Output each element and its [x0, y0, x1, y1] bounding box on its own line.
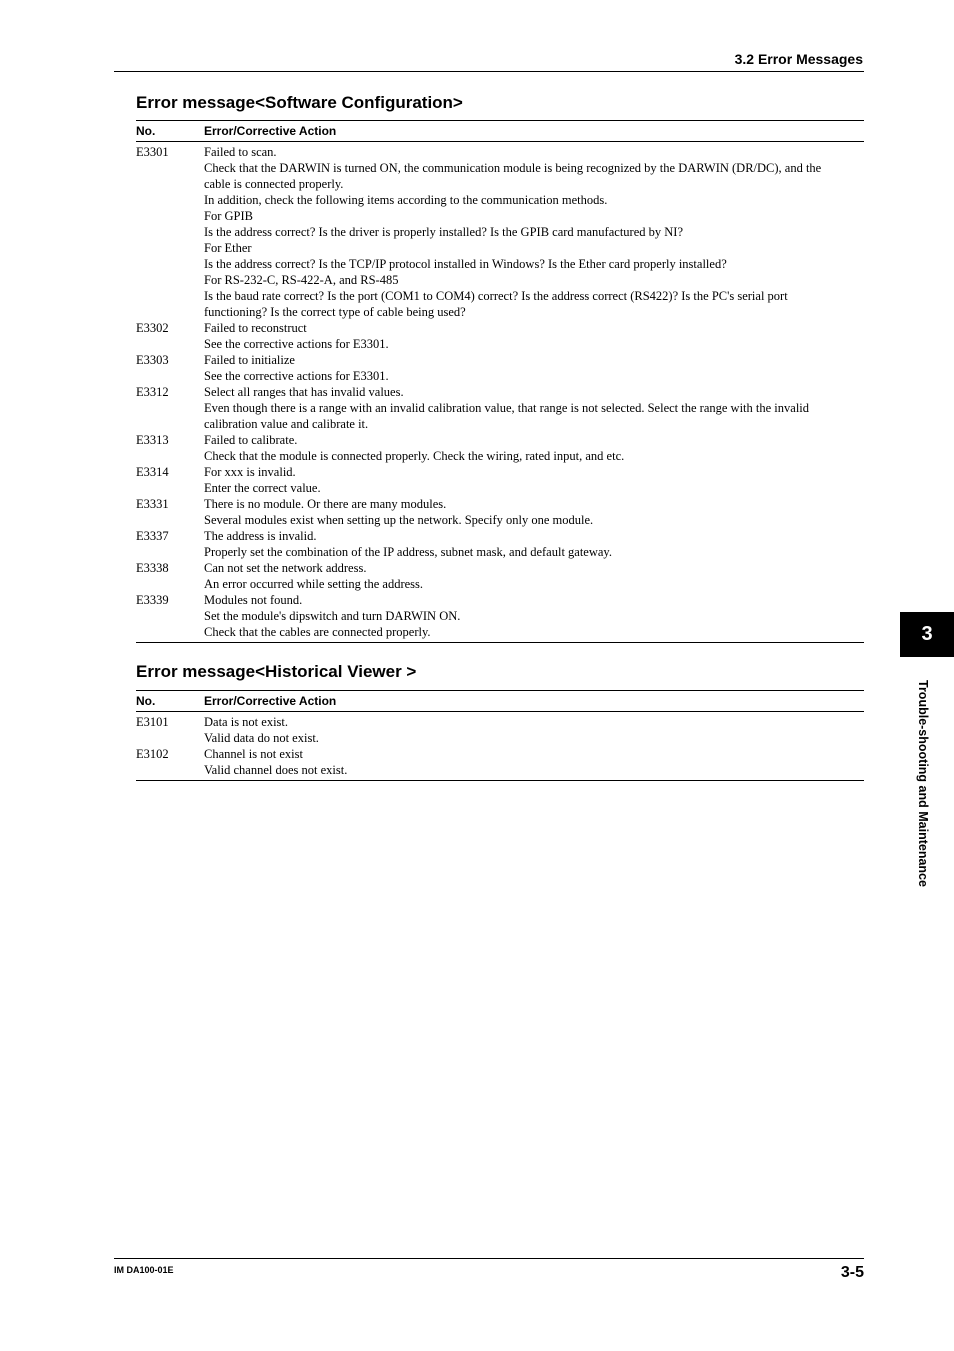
table-row — [136, 352, 864, 384]
chapter-side-label: Trouble-shooting and Maintenance — [916, 680, 930, 887]
corrective-action — [204, 144, 864, 320]
action-line: For xxx is invalid. — [204, 465, 296, 479]
action-line: Valid data do not exist. — [204, 731, 319, 745]
action-line: Check that the module is connected properly. Check the wiring, rated input, and etc. — [204, 449, 625, 463]
corrective-action — [204, 560, 864, 592]
header-rule — [114, 71, 864, 72]
table-header — [136, 690, 864, 712]
table-row — [136, 560, 864, 592]
table-row — [136, 496, 864, 528]
action-line: Failed to reconstruct — [204, 321, 307, 335]
column-header-action: Error/Corrective Action — [204, 124, 337, 138]
error-code: E3338 — [136, 561, 169, 575]
column-header-no: No. — [136, 694, 156, 708]
section-title-software-config: Error message<Software Configuration> — [136, 93, 463, 112]
action-line: See the corrective actions for E3301. — [204, 337, 389, 351]
document-id: IM DA100-01E — [114, 1265, 174, 1275]
error-code: E3312 — [136, 385, 169, 399]
section-title-historical-viewer: Error message<Historical Viewer > — [136, 662, 417, 681]
action-line: Is the address correct? Is the TCP/IP protocol installed in Windows? Is the Ether card properly installed? — [204, 257, 727, 271]
action-line: Channel is not exist — [204, 747, 303, 761]
action-line: The address is invalid. — [204, 529, 317, 543]
error-code: E3301 — [136, 145, 169, 159]
corrective-action — [204, 352, 864, 384]
footer-rule — [114, 1258, 864, 1259]
corrective-action — [204, 384, 864, 432]
error-code: E3303 — [136, 353, 169, 367]
action-line: Check that the DARWIN is turned ON, the communication module is being recognized by the DARWIN (DR/DC), and the — [204, 161, 822, 175]
error-code: E3331 — [136, 497, 169, 511]
action-line: For GPIB — [204, 209, 253, 223]
corrective-action — [204, 496, 864, 528]
error-code: E3302 — [136, 321, 169, 335]
action-line: Failed to initialize — [204, 353, 295, 367]
chapter-tab: 3 — [900, 612, 954, 657]
action-line: Data is not exist. — [204, 715, 289, 729]
running-header: 3.2 Error Messages — [734, 51, 863, 67]
action-line: For Ether — [204, 241, 252, 255]
table-body — [136, 712, 864, 781]
column-header-action: Error/Corrective Action — [204, 694, 337, 708]
error-code: E3102 — [136, 747, 169, 761]
corrective-action — [204, 714, 864, 746]
error-table-historical-viewer — [136, 690, 864, 781]
action-line: Failed to calibrate. — [204, 433, 298, 447]
corrective-action — [204, 746, 864, 778]
action-line: Check that the cables are connected properly. — [204, 625, 431, 639]
action-line: For RS-232-C, RS-422-A, and RS-485 — [204, 273, 399, 287]
corrective-action — [204, 592, 864, 640]
table-row — [136, 528, 864, 560]
table-row — [136, 320, 864, 352]
action-line: An error occurred while setting the address. — [204, 577, 424, 591]
action-line: cable is connected properly. — [204, 177, 344, 191]
corrective-action — [204, 320, 864, 352]
action-line: Even though there is a range with an invalid calibration value, that range is not selected. Select the range with the invalid — [204, 401, 810, 415]
table-row — [136, 746, 864, 778]
table-row — [136, 592, 864, 640]
action-line: Properly set the combination of the IP address, subnet mask, and default gateway. — [204, 545, 612, 559]
action-line: Select all ranges that has invalid values. — [204, 385, 404, 399]
action-line: Is the address correct? Is the driver is properly installed? Is the GPIB card manufactured by NI? — [204, 225, 683, 239]
error-code: E3337 — [136, 529, 169, 543]
action-line: calibration value and calibrate it. — [204, 417, 369, 431]
action-line: Modules not found. — [204, 593, 303, 607]
corrective-action — [204, 432, 864, 464]
action-line: Is the baud rate correct? Is the port (COM1 to COM4) correct? Is the address correct (RS422)? Is the PC's serial port — [204, 289, 788, 303]
action-line: Failed to scan. — [204, 145, 277, 159]
corrective-action — [204, 464, 864, 496]
action-line: Can not set the network address. — [204, 561, 367, 575]
action-line: functioning? Is the correct type of cable being used? — [204, 305, 466, 319]
error-table-software-config — [136, 120, 864, 643]
action-line: Set the module's dipswitch and turn DARWIN ON. — [204, 609, 461, 623]
action-line: See the corrective actions for E3301. — [204, 369, 389, 383]
action-line: In addition, check the following items according to the communication methods. — [204, 193, 608, 207]
table-header — [136, 120, 864, 142]
table-row — [136, 144, 864, 320]
action-line: Several modules exist when setting up the network. Specify only one module. — [204, 513, 594, 527]
table-row — [136, 464, 864, 496]
error-code: E3339 — [136, 593, 169, 607]
table-body — [136, 142, 864, 643]
table-row — [136, 432, 864, 464]
error-code: E3313 — [136, 433, 169, 447]
table-row — [136, 714, 864, 746]
corrective-action — [204, 528, 864, 560]
action-line: Valid channel does not exist. — [204, 763, 348, 777]
page-number: 3-5 — [840, 1264, 864, 1281]
column-header-no: No. — [136, 124, 156, 138]
action-line: Enter the correct value. — [204, 481, 321, 495]
action-line: There is no module. Or there are many modules. — [204, 497, 447, 511]
error-code: E3101 — [136, 715, 169, 729]
table-row — [136, 384, 864, 432]
error-code: E3314 — [136, 465, 169, 479]
